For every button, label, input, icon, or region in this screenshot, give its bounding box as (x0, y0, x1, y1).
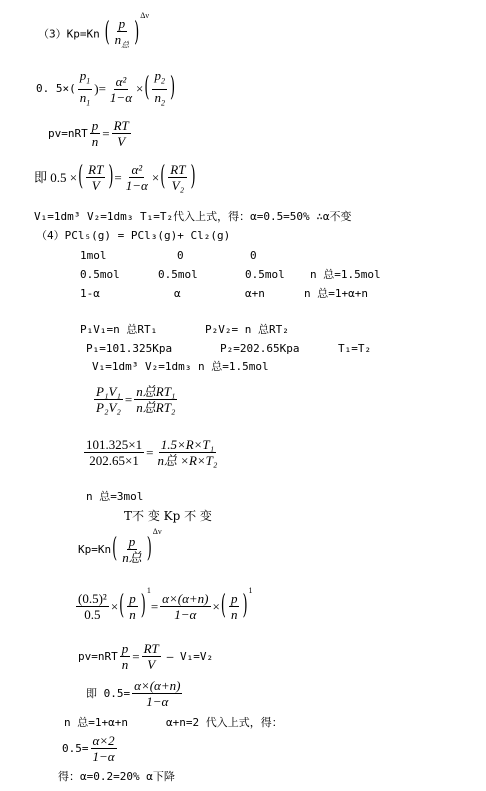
kp-formula-line: （3）Kp=Kn ( $\frac{p}{n_总}$ ) $^{\Delta\nu}$ (38, 16, 149, 53)
ji-equation-line: 即 0.5 × ( $\frac{RT}{V}$ ) = $\frac{\text{α²}}{1-\alpha}$ × ( $\frac{RT}{\text{V₂}}$ ) (34, 160, 196, 193)
state1-equation: P₁V₁=n 总RT₁ (80, 323, 158, 336)
pv-line-2: pv=nRT $\frac{p}{n}$ = $\frac{RT}{V}$ – V₁=V₂ (78, 641, 214, 672)
total-moles-expression: n 总=1+α+n (64, 716, 128, 729)
ratio-equation-line: 0. 5×( $\frac{p_1}{n_1}$ )= $\frac{\text{α²}}{1-\alpha}$ × ( $\frac{p_2}{n_2}$ ) (36, 68, 176, 108)
alpha-row-pcl3: α (174, 287, 181, 300)
pv-line-1: pv=nRT $\frac{p}{n}$ = $\frac{RT}{V}$ (48, 118, 129, 149)
unchanged-statement: T不 变 Kp 不 变 (124, 509, 212, 523)
total-moles-3: n 总=3mol (86, 490, 144, 503)
equilibrium-equation: $\frac{\text{(0.5)²}}{0.5}$ × ( $\frac{p}{n}$ ) $^1$ = $\frac{\alpha\times(\alpha+n)}{1-\alpha}$ × ( $\frac{p}{n}$ ) $^1$ (78, 585, 253, 622)
kp-fraction: $\frac{p}{n_总}$ (114, 16, 130, 50)
final-equation: 0.5= $\frac{\alpha\times 2}{1-\alpha}$ (62, 733, 115, 764)
eq-row-pcl3: 0.5mol (158, 268, 198, 281)
volume-line: V₁=1dm³ V₂=1dm₃ n 总=1.5mol (92, 360, 269, 373)
initial-row-pcl5: 1mol (80, 249, 107, 262)
ratio-fraction-2: $\frac{101.325\times 1}{202.65\times 1}$ = $\frac{\text{1.5×R×T₁}}{\text{n总 ×R×T₂}}$ (86, 437, 218, 468)
pressure-1: P₁=101.325Kpa (86, 342, 173, 355)
initial-row-cl2: 0 (250, 249, 257, 262)
alpha-row-total: n 总=1+α+n (304, 287, 368, 300)
kp-exponent: Δν (140, 11, 149, 21)
pressure-2: P₂=202.65Kpa (220, 342, 300, 355)
initial-row-pcl3: 0 (177, 249, 184, 262)
kp-formula-part4: Kp=Kn ( $\frac{p}{\text{n总}}$ ) $^{\Delta\nu}$ (78, 526, 162, 565)
ratio-fraction-1: $\frac{\text{P₁V₁}}{\text{P₂V₂}}$ = $\frac{\text{n总RT₁}}{\text{n总RT₂}}$ (96, 384, 176, 415)
ji-line-2: 即 0.5= $\frac{\alpha\times(\alpha+n)}{1-\alpha}$ (86, 678, 181, 709)
alpha-row-pcl5: 1-α (80, 287, 100, 300)
eq-row-pcl5: 0.5mol (80, 268, 120, 281)
eq-row-total: n 总=1.5mol (310, 268, 381, 281)
temperature-equal: T₁=T₂ (338, 342, 372, 355)
state2-equation: P₂V₂= n 总RT₂ (205, 323, 289, 336)
eq-row-cl2: 0.5mol (245, 268, 285, 281)
final-result: 得：α=0.2=20% α下降 (58, 770, 175, 783)
substitution-statement: α+n=2 代入上式，得： (166, 716, 283, 729)
result-line-part3: V₁=1dm³ V₂=1dm₃ T₁=T₂代入上式，得：α=0.5=50% ∴α不变 (34, 210, 352, 223)
alpha-row-cl2: α+n (245, 287, 265, 300)
reaction-equation: （4）PCl₅(g) = PCl₃(g)+ Cl₂(g) (36, 229, 231, 242)
kp-prefix: （3）Kp=Kn (38, 27, 100, 41)
